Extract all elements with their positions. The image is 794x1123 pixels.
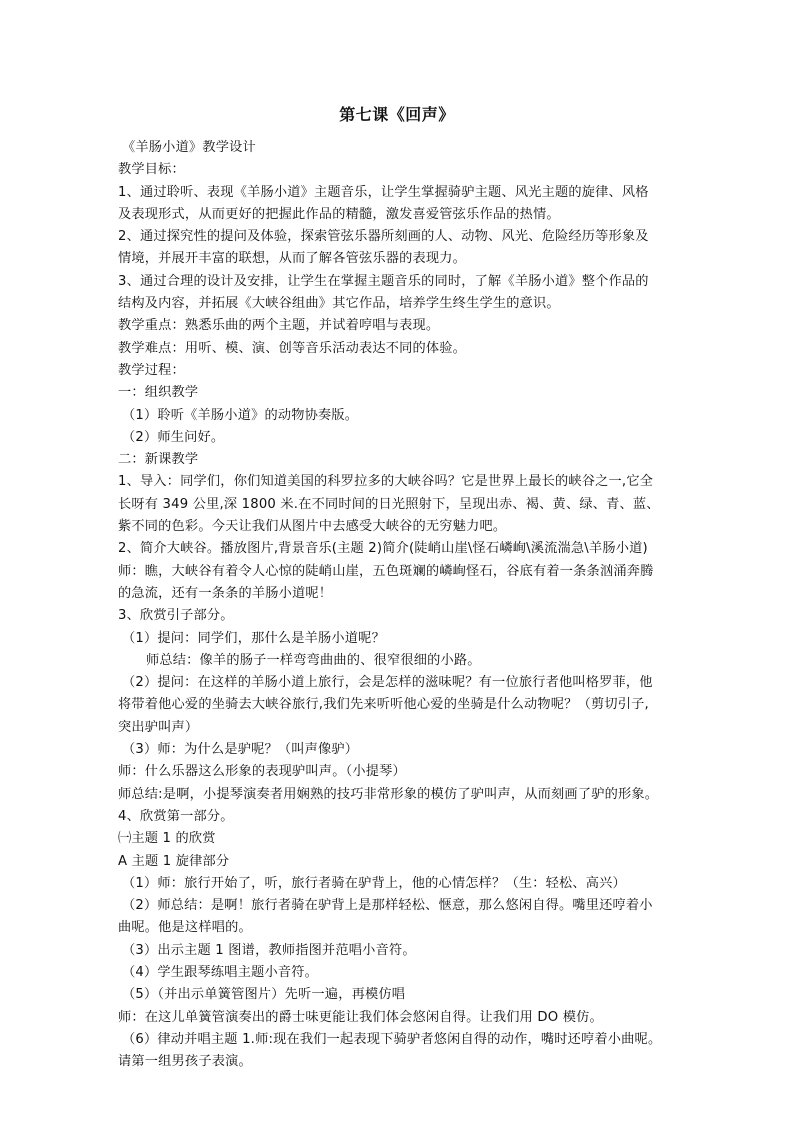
text-line: （1）聆听《羊肠小道》的动物协奏版。 — [122, 407, 359, 423]
text-line: 曲呢。他是这样唱的。 — [118, 920, 252, 936]
text-line: 2、简介大峡谷。播放图片,背景音乐(主题 2)简介(陡峭山崖\怪石嶙峋\溪流湍急\羊肠小道) — [118, 541, 648, 557]
text-line: 紫不同的色彩。今天让我们从图片中去感受大峡谷的无穷魅力吧。 — [118, 519, 507, 535]
text-line: 师：瞧，大峡谷有着令人心惊的陡峭山崖，五色斑斓的嶙峋怪石，谷底有着一条条汹涌奔腾 — [118, 563, 654, 579]
text-line: 师总结：像羊的肠子一样弯弯曲曲的、很窄很细的小路。 — [146, 652, 481, 668]
text-line: 将带着他心爱的坐骑去大峡谷旅行,我们先来听听他心爱的坐骑是什么动物呢？（剪切引子, — [118, 697, 649, 713]
text-line: （2）师总结：是啊！旅行者骑在驴背上是那样轻松、惬意，那么悠闲自得。嘴里还哼着小 — [122, 898, 653, 914]
document-body — [118, 137, 678, 1073]
text-line: 师：在这儿单簧管演奏出的爵士味更能让我们体会悠闲自得。让我们用 DO 模仿。 — [118, 1009, 603, 1025]
text-line: （5）（并出示单簧管图片）先听一遍，再模仿唱 — [122, 987, 406, 1003]
text-line: ㈠主题 1 的欣赏 — [118, 831, 216, 847]
text-line: （1）提问：同学们，那什么是羊肠小道呢？ — [122, 630, 385, 646]
text-line: （6）律动并唱主题 1.师:现在我们一起表现下骑驴者悠闲自得的动作，嘴时还哼着小曲呢。 — [122, 1031, 662, 1047]
text-line: 一：组织教学 — [118, 385, 199, 401]
text-line: （3）出示主题 1 图谱，教师指图并范唱小音符。 — [122, 942, 416, 958]
text-line: （4）学生跟琴练唱主题小音符。 — [122, 964, 319, 980]
text-line: 师总结:是啊，小提琴演奏者用娴熟的技巧非常形象的模仿了驴叫声，从而刻画了驴的形象。 — [118, 786, 659, 802]
text-line: 及表现形式，从而更好的把握此作品的精髓，激发喜爱管弦乐作品的热情。 — [118, 206, 560, 222]
text-line: （2）提问：在这样的羊肠小道上旅行，会是怎样的滋味呢？有一位旅行者他叫格罗菲，他 — [122, 675, 653, 691]
text-line: 3、通过合理的设计及安排，让学生在掌握主题音乐的同时，了解《羊肠小道》整个作品的 — [118, 273, 649, 289]
text-line: 教学过程： — [118, 362, 185, 378]
text-line: A 主题 1 旋律部分 — [118, 853, 230, 869]
text-line: 2、通过探究性的提问及体验，探索管弦乐器所刻画的人、动物、风光、危险经历等形象及 — [118, 229, 649, 245]
text-line: （3）师：为什么是驴呢？（叫声像驴） — [122, 742, 359, 758]
text-line: 的急流，还有一条条的羊肠小道呢！ — [118, 585, 333, 601]
text-line: 情境，并展开丰富的联想，从而了解各管弦乐器的表现力。 — [118, 251, 467, 267]
text-line: 4、欣赏第一部分。 — [118, 808, 234, 824]
text-line: 请第一组男孩子表演。 — [118, 1054, 252, 1070]
text-line: 3、欣赏引子部分。 — [118, 608, 234, 624]
text-line: （1）师：旅行开始了，听，旅行者骑在驴背上，他的心情怎样？（生：轻松、高兴） — [122, 875, 626, 891]
text-line: （2）师生问好。 — [122, 429, 225, 445]
text-line: 长呀有 349 公里,深 1800 米.在不同时间的日光照射下，呈现出赤、褐、黄、绿、青、蓝、 — [118, 496, 660, 512]
text-line: 教学难点：用听、模、演、创等音乐活动表达不同的体验。 — [118, 340, 467, 356]
text-line: 1、导入：同学们，你们知道美国的科罗拉多的大峡谷吗？它是世界上最长的峡谷之一,它全 — [118, 474, 654, 490]
text-line: 1、通过聆听、表现《羊肠小道》主题音乐，让学生掌握骑驴主题、风光主题的旋律、风格 — [118, 184, 649, 200]
text-line: 教学目标： — [118, 162, 185, 178]
text-line: 突出驴叫声） — [118, 719, 199, 735]
text-line: 教学重点：熟悉乐曲的两个主题，并试着哼唱与表现。 — [118, 318, 440, 334]
text-line: 《羊肠小道》教学设计 — [122, 140, 256, 155]
document-title: 第七课《回声》 — [339, 105, 455, 124]
text-line: 师：什么乐器这么形象的表现驴叫声。（小提琴） — [118, 764, 406, 780]
text-line: 二：新课教学 — [118, 452, 199, 468]
text-line: 结构及内容，并拓展《大峡谷组曲》其它作品，培养学生终生学生的意识。 — [118, 296, 560, 312]
